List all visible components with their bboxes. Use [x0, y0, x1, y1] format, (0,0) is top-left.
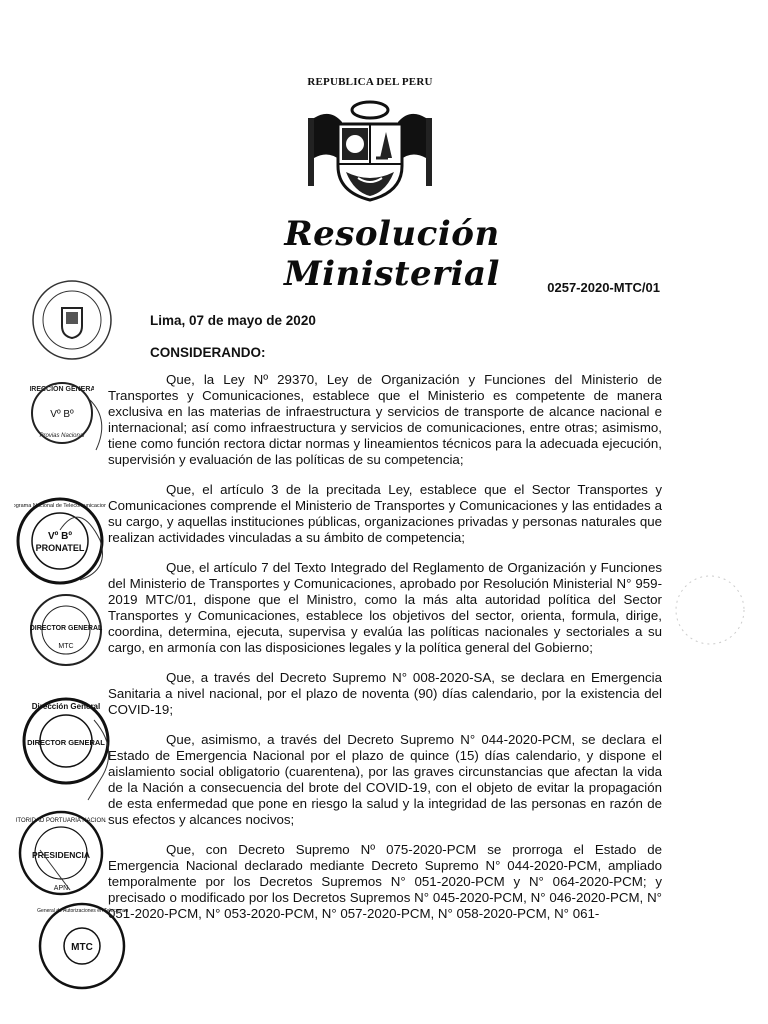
director-1-label: DIRECTOR GENERAL	[29, 625, 103, 632]
paragraph-4: Que, a través del Decreto Supremo N° 008-2020-SA, se declara en Emergencia Sanitaria a nivel nacional, por el plazo de noventa (90) días calendario, por la existencia del COVID-19;	[108, 670, 662, 717]
paragraph-5: Que, asimismo, a través del Decreto Supremo N° 044-2020-PCM, se declara el Estado de Emergencia Nacional por el plazo de quince (15) días calendario, y dispone el aislamiento social obligatorio (cuarentena), por las graves circunstancias que afectan la vida de la Nación a consecuencia del brote del COVID-19, con el objeto de evitar la propagación de esta enfermedad que pone en riesgo la salud y la integridad de las personas en razón de sus efectos y alcances nocivos;	[108, 732, 662, 827]
section-heading: CONSIDERANDO:	[150, 345, 266, 360]
scan-artifact	[670, 570, 750, 650]
document-date: Lima, 07 de mayo de 2020	[150, 313, 316, 328]
signature-scribbles	[0, 380, 140, 940]
presidencia-label: PRESIDENCIA	[31, 850, 91, 860]
paragraph-1: Que, la Ley Nº 29370, Ley de Organización y Funciones del Ministerio de Transportes y Comunicaciones, establece que el Ministerio es competente de manera exclusiva en las materias de infraestructura y servicios de transporte de alcance nacional e internacional; así como infraestructura y servicios de comunicaciones, entre otras; asimismo, tiene como función rectora dictar normas y lineamientos técnicos para la adecuada ejecución, supervisión y evaluación de las políticas de su competencia;	[108, 372, 662, 467]
vb-2-label: Vº Bº	[48, 531, 72, 542]
director-2-label: DIRECTOR GENERAL	[27, 738, 105, 747]
coat-of-arms-icon	[300, 88, 440, 206]
paragraph-6: Que, con Decreto Supremo Nº 075-2020-PCM se prorroga el Estado de Emergencia Nacional declarado mediante Decreto Supremo N° 044-2020-PCM, ampliado temporalmente por los Decretos Supremos N° 051-2020-PCM y N° 064-2020-PCM; y precisado o modificado por los Decretos Supremos N° 045-2020-PCM, N° 046-2020-PCM, N° 051-2020-PCM, N° 053-2020-PCM, N° 057-2020-PCM, N° 058-2020-PCM, N° 061-	[108, 842, 662, 921]
vb-1-top: RECCIÓN GENERA	[31, 386, 94, 393]
director-2-ring: Dirección General	[31, 702, 101, 711]
paragraph-3: Que, el artículo 7 del Texto Integrado del Reglamento de Organización y Funciones del Ministerio de Transportes y Comunicaciones, aprobado por Resolución Ministerial N° 959-2019 MTC/01, dispone que el Ministro, como la más alta autoridad política del Sector Transportes y Comunicaciones, establece los objetivos del sector, orienta, formula, dirige, coordina, determina, ejecuta, supervisa y evalúa las políticas nacionales y sectoriales a su cargo, en armonía con las disposiciones legales y la política general del Gobierno;	[108, 560, 662, 655]
national-emblem	[300, 76, 440, 206]
vb-1-bottom: Provias Nacional	[39, 433, 85, 439]
presidencia-ring: TORIDAD PORTUARIA NACION	[17, 818, 106, 824]
director-1-sub: MTC	[58, 643, 74, 650]
mtc-label: MTC	[71, 942, 93, 953]
emblem-caption: REPUBLICA DEL PERU	[307, 76, 433, 88]
document-title: Resolución Ministerial	[284, 214, 500, 294]
paragraph-2: Que, el artículo 3 de la precitada Ley, establece que el Sector Transportes y Comunicaciones comprende el Ministerio de Transportes y Comunicaciones y las entidades a su cargo, y aquellas instituciones públicas, organizaciones privadas y personas naturales que realizan actividades vinculadas a su ámbito de competencia;	[108, 482, 662, 545]
vb-2-ring: ograma Nacional de Telecomunicacion	[14, 503, 106, 509]
presidencia-sub: APN	[53, 885, 69, 892]
mtc-ring: General de Autorizaciones en Telecomun	[37, 908, 128, 914]
vb-1-label: Vº Bº	[50, 409, 74, 420]
vb-2-sub: PRONATEL	[35, 543, 85, 553]
ministry-seal-stamp	[30, 278, 114, 367]
document-body	[108, 372, 662, 936]
resolution-number: 0257-2020-MTC/01	[547, 280, 660, 295]
